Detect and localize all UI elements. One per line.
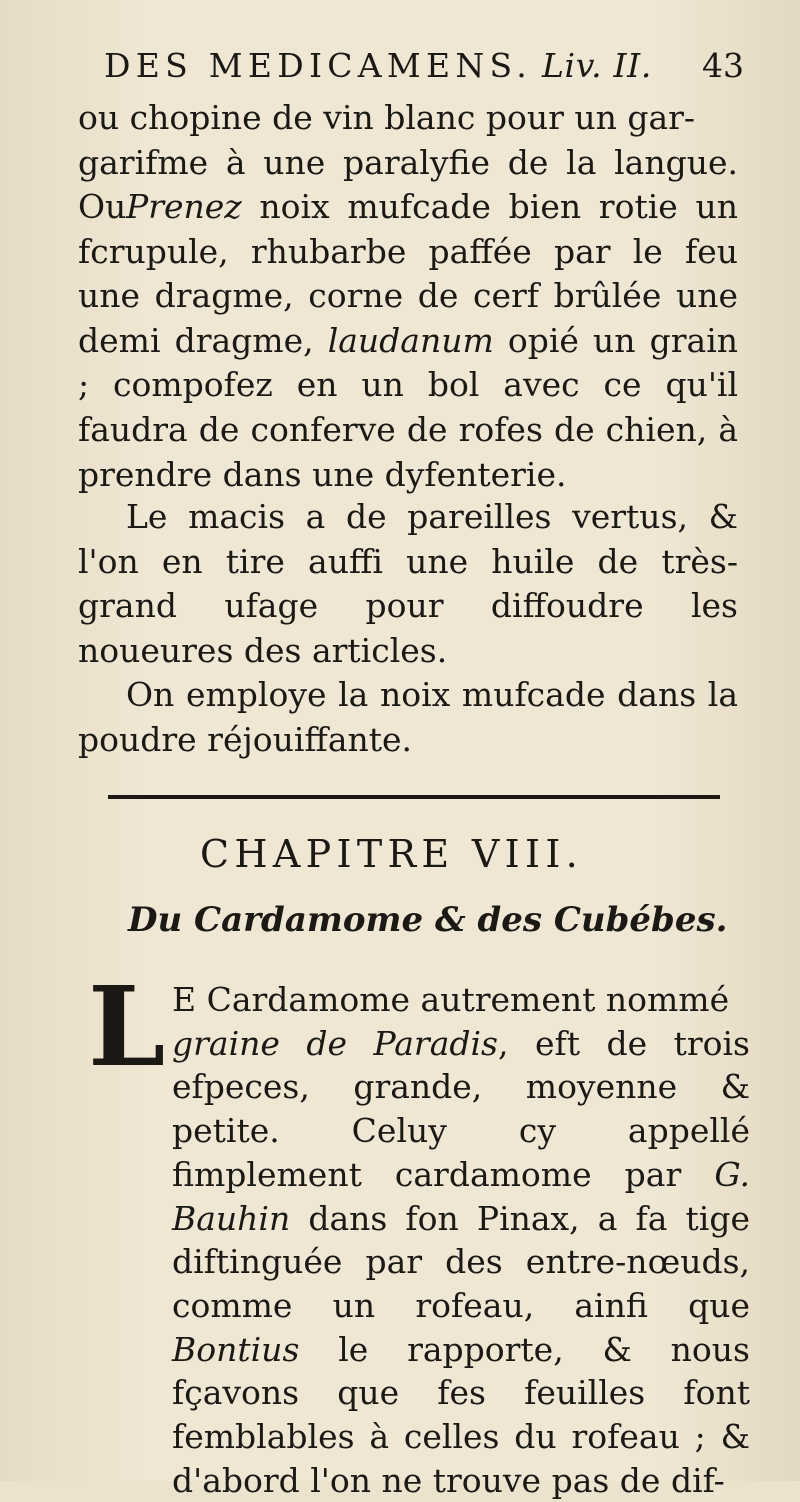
- author-name: Bauhin: [172, 1198, 291, 1238]
- book-number: Liv. II.: [541, 46, 653, 85]
- section-rule: [108, 795, 720, 799]
- drop-cap: L: [88, 962, 166, 1091]
- running-header: [104, 46, 744, 85]
- chapter-text-b: dans fon Pinax, a fa tige diftinguée par des entre-nœuds, comme un rofeau, ainfi que: [172, 1198, 750, 1325]
- macis-paragraph: [78, 495, 738, 673]
- text-line: ou chopine de vin blanc pour un gar-: [78, 98, 696, 137]
- bontius-name: Bontius: [172, 1329, 300, 1369]
- chapter-text-c: le rapporte, & nous fçavons que fes feuilles font femblables à celles du rofeau ; & d'abord l'on ne trouve pas de dif-: [172, 1329, 750, 1500]
- macis-text: Le macis a de pareilles vertus, & l'on en tire auffi une huile de très-grand ufage pour diffoudre les noueures des articles.: [78, 497, 738, 670]
- recipe-text-1: noix mufcade bien rotie un fcrupule, rhubarbe paffée par le feu une dragme, corne de cerf brûlée une demi dragme,: [78, 187, 738, 360]
- chapter-text-a: , eft de trois efpeces, grande, moyenne & petite. Celuy cy appellé fimplement cardamome par: [172, 1023, 750, 1194]
- text-line: garifme à une paralyfie de la langue. Ou: [78, 142, 738, 227]
- laudanum-word: laudanum: [327, 320, 494, 360]
- graine-de-paradis: graine de Paradis: [172, 1023, 498, 1063]
- recipe-paragraph: [78, 185, 738, 497]
- poudre-paragraph: [78, 673, 738, 762]
- author-initial: G.: [714, 1154, 750, 1194]
- chapter-text: [100, 978, 750, 1502]
- poudre-text: On employe la noix mufcade dans la poudre réjouiffante.: [78, 675, 738, 759]
- chapter-heading: CHAPITRE VIII.: [200, 832, 584, 876]
- page-number: 43: [702, 46, 744, 85]
- running-title: DES MEDICAMENS.: [104, 46, 532, 85]
- recipe-text-2: opié un grain ; compofez en un bol avec ce qu'il faudra de conferve de rofes de chien, à prendre dans une dyfenterie.: [78, 320, 738, 494]
- prenez-word: Prenez: [126, 187, 242, 226]
- chapter-first-line: E Cardamome autrement nommé: [172, 980, 730, 1019]
- chapter-subtitle: Du Cardamome & des Cubébes.: [128, 900, 728, 940]
